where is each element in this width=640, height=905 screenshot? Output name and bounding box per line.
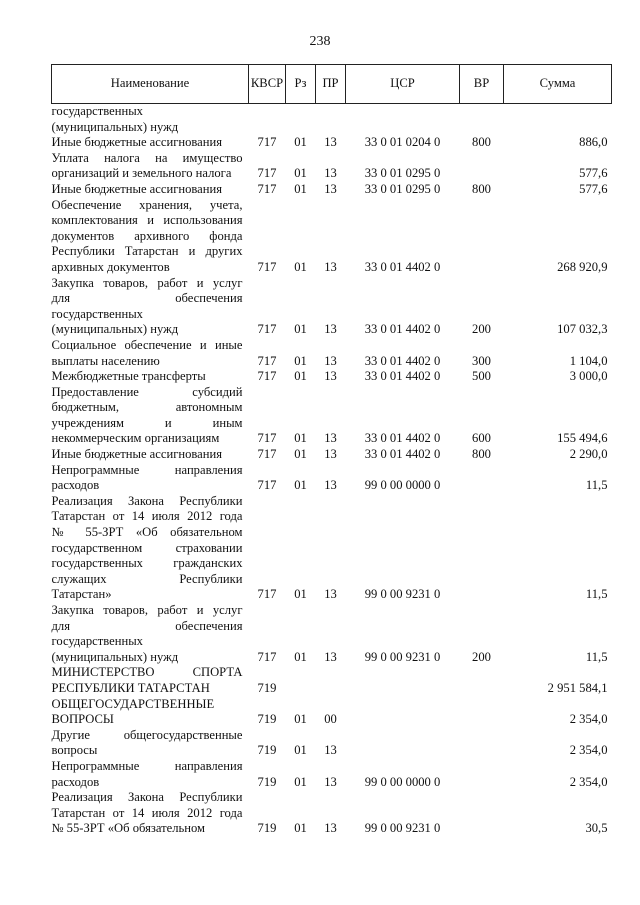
cell-name — [52, 135, 249, 151]
cell-name — [52, 182, 249, 198]
cell-name-line: Реализация Закона Республики — [51, 790, 243, 805]
table-row — [52, 338, 612, 369]
cell-vr — [460, 104, 504, 136]
cell-csr: 33 0 01 0204 0 — [364, 135, 441, 150]
cell-pr: 13 — [324, 353, 337, 368]
cell-kvsr: 717 — [257, 587, 277, 602]
cell-kvsr: 717 — [257, 353, 277, 368]
table-row — [52, 135, 612, 151]
cell-name-line: Закупка товаров, работ и услуг — [51, 275, 243, 290]
cell-csr: 33 0 01 4402 0 — [364, 322, 441, 337]
cell-vr: 800 — [472, 181, 491, 196]
table-header-row — [52, 65, 612, 104]
column-header-vr: ВР — [460, 65, 504, 104]
column-header-pr: ПР — [316, 65, 346, 104]
table-row — [52, 728, 612, 759]
cell-sum: 577,6 — [579, 181, 608, 196]
cell-sum: 11,5 — [585, 649, 608, 664]
cell-rz: 01 — [294, 369, 307, 384]
cell-name-line: государственных гражданских — [51, 556, 243, 571]
cell-name — [52, 276, 249, 338]
cell-rz: 01 — [294, 353, 307, 368]
cell-name — [52, 697, 249, 728]
cell-sum: 886,0 — [579, 135, 608, 150]
cell-name-line: некоммерческим организациям — [51, 431, 220, 446]
cell-pr: 13 — [324, 166, 337, 181]
cell-name-line: № 55-ЗРТ «Об обязательном — [51, 821, 206, 836]
cell-name-line: комплектования и использования — [51, 213, 243, 228]
cell-name-line: Обеспечение хранения, учета, — [51, 197, 243, 212]
cell-name-line: Иные бюджетные ассигнования — [51, 447, 223, 462]
cell-pr: 13 — [324, 821, 337, 836]
cell-kvsr: 717 — [257, 135, 277, 150]
cell-rz: 01 — [294, 587, 307, 602]
cell-sum: 1 104,0 — [569, 353, 608, 368]
table-row — [52, 104, 612, 136]
cell-pr: 13 — [324, 587, 337, 602]
cell-vr: 800 — [472, 447, 491, 462]
cell-name-line: государственных — [51, 104, 143, 118]
cell-name-line: Закупка товаров, работ и услуг — [51, 603, 243, 617]
cell-pr: 00 — [324, 712, 337, 727]
cell-name-line: Непрограммные направления — [51, 758, 243, 773]
cell-vr — [460, 728, 504, 759]
cell-name-line: Иные бюджетные ассигнования — [51, 181, 223, 196]
cell-name — [52, 447, 249, 463]
cell-vr — [460, 198, 504, 276]
cell-csr: 33 0 01 4402 0 — [364, 447, 441, 462]
cell-name-line: выплаты населению — [51, 353, 160, 368]
cell-kvsr: 717 — [257, 322, 277, 337]
table-row — [52, 182, 612, 198]
cell-name-line: (муниципальных) нужд — [51, 322, 179, 337]
cell-pr: 13 — [324, 743, 337, 758]
cell-rz: 01 — [294, 181, 307, 196]
cell-name — [52, 759, 249, 790]
cell-name-line: расходов — [51, 774, 100, 789]
cell-name — [52, 198, 249, 276]
cell-name-line: Непрограммные направления — [51, 462, 243, 477]
cell-rz: 01 — [294, 431, 307, 446]
cell-rz: 01 — [294, 259, 307, 274]
cell-sum: 2 354,0 — [569, 712, 608, 727]
cell-csr — [346, 697, 460, 728]
cell-name — [52, 728, 249, 759]
cell-rz: 01 — [294, 322, 307, 337]
cell-name-line: Уплата налога на имущество — [51, 150, 243, 165]
cell-name-line: Социальное обеспечение и иные — [51, 337, 243, 352]
cell-name-line: МИНИСТЕРСТВО СПОРТА — [51, 665, 243, 680]
cell-csr: 33 0 01 4402 0 — [364, 431, 441, 446]
cell-name — [52, 151, 249, 182]
cell-name — [52, 338, 249, 369]
cell-rz: 01 — [294, 712, 307, 727]
column-header-csr: ЦСР — [346, 65, 460, 104]
table-row — [52, 494, 612, 603]
cell-name-line: Татарстан от 14 июля 2012 года — [51, 805, 243, 820]
cell-pr: 13 — [324, 478, 337, 493]
cell-csr: 33 0 01 0295 0 — [364, 166, 441, 181]
cell-csr: 99 0 00 9231 0 — [364, 821, 441, 836]
cell-pr: 13 — [324, 774, 337, 789]
cell-kvsr: 719 — [257, 821, 277, 836]
cell-name — [52, 385, 249, 447]
cell-kvsr: 717 — [257, 431, 277, 446]
cell-pr: 13 — [324, 431, 337, 446]
cell-kvsr: 717 — [257, 649, 277, 664]
cell-vr — [460, 697, 504, 728]
table-row — [52, 759, 612, 790]
cell-vr: 800 — [472, 135, 491, 150]
cell-rz: 01 — [294, 478, 307, 493]
cell-name-line: Реализация Закона Республики — [51, 493, 243, 508]
cell-vr: 300 — [472, 353, 491, 368]
cell-name — [52, 603, 249, 665]
cell-sum: 107 032,3 — [557, 322, 608, 337]
cell-vr: 200 — [472, 322, 491, 337]
cell-name-line: архивных документов — [51, 259, 170, 274]
cell-name-line: РЕСПУБЛИКИ ТАТАРСТАН — [51, 680, 210, 695]
table-row — [52, 198, 612, 276]
cell-name — [52, 463, 249, 494]
budget-table — [51, 64, 612, 837]
cell-csr: 33 0 01 4402 0 — [364, 353, 441, 368]
cell-sum: 2 951 584,1 — [547, 680, 608, 695]
cell-pr: 13 — [324, 369, 337, 384]
cell-kvsr: 719 — [257, 680, 277, 695]
cell-pr: 13 — [324, 649, 337, 664]
cell-pr — [316, 665, 346, 696]
cell-kvsr: 717 — [257, 447, 277, 462]
cell-sum — [504, 104, 612, 136]
cell-pr: 13 — [324, 135, 337, 150]
cell-rz: 01 — [294, 447, 307, 462]
cell-pr: 13 — [324, 447, 337, 462]
cell-name-line: Татарстан от 14 июля 2012 года — [51, 509, 243, 524]
cell-name — [52, 790, 249, 837]
cell-name-line: расходов — [51, 478, 100, 493]
cell-name-line: Другие общегосударственные — [51, 727, 243, 742]
cell-rz: 01 — [294, 649, 307, 664]
cell-name-line: (муниципальных) нужд — [51, 119, 179, 134]
cell-pr: 13 — [324, 322, 337, 337]
column-header-rz: Рз — [286, 65, 316, 104]
cell-pr — [316, 104, 346, 136]
cell-csr: 99 0 00 9231 0 — [364, 587, 441, 602]
table-row — [52, 665, 612, 696]
column-header-kvsr: КВСР — [249, 65, 286, 104]
table-row — [52, 697, 612, 728]
cell-name-line: государственном страховании — [51, 540, 243, 555]
cell-rz — [286, 665, 316, 696]
cell-name-line: документов архивного фонда — [51, 228, 243, 243]
cell-csr — [346, 665, 460, 696]
cell-name-line: вопросы — [51, 743, 98, 758]
cell-sum: 268 920,9 — [557, 259, 608, 274]
cell-kvsr: 717 — [257, 259, 277, 274]
cell-vr — [460, 151, 504, 182]
cell-name-line: учреждениям и иным — [51, 415, 243, 430]
cell-sum: 11,5 — [585, 478, 608, 493]
cell-vr — [460, 665, 504, 696]
cell-rz: 01 — [294, 743, 307, 758]
cell-vr — [460, 790, 504, 837]
cell-name-line: Татарстан» — [51, 587, 112, 602]
cell-name-line: (муниципальных) нужд — [51, 649, 179, 664]
cell-csr: 33 0 01 0295 0 — [364, 181, 441, 196]
cell-name-line: для обеспечения — [51, 618, 243, 633]
cell-name — [52, 494, 249, 603]
table-row — [52, 276, 612, 338]
table-row — [52, 603, 612, 665]
cell-name-line: государственных — [51, 306, 143, 321]
cell-sum: 3 000,0 — [569, 369, 608, 384]
cell-kvsr — [249, 104, 286, 136]
cell-pr: 13 — [324, 259, 337, 274]
cell-kvsr: 717 — [257, 181, 277, 196]
cell-vr — [460, 759, 504, 790]
cell-sum: 30,5 — [585, 821, 608, 836]
cell-sum: 2 354,0 — [569, 743, 608, 758]
page-number: 238 — [309, 34, 331, 49]
cell-csr — [346, 728, 460, 759]
cell-rz: 01 — [294, 774, 307, 789]
cell-kvsr: 717 — [257, 369, 277, 384]
table-row — [52, 463, 612, 494]
cell-name — [52, 104, 249, 136]
cell-name-line: Иные бюджетные ассигнования — [51, 135, 223, 150]
cell-name-line: служащих Республики — [51, 571, 243, 586]
cell-vr: 600 — [472, 431, 491, 446]
cell-csr: 99 0 00 0000 0 — [364, 478, 441, 493]
cell-name-line: ВОПРОСЫ — [51, 712, 114, 727]
table-row — [52, 151, 612, 182]
cell-name-line: для обеспечения — [51, 291, 243, 306]
column-header-name: Наименование — [52, 65, 249, 104]
cell-name-line: организаций и земельного налога — [51, 166, 232, 181]
cell-csr: 99 0 00 0000 0 — [364, 774, 441, 789]
table-row — [52, 790, 612, 837]
cell-kvsr: 719 — [257, 712, 277, 727]
table-body — [52, 104, 612, 837]
cell-kvsr: 717 — [257, 166, 277, 181]
cell-csr: 33 0 01 4402 0 — [364, 369, 441, 384]
cell-csr — [346, 104, 460, 136]
cell-kvsr: 717 — [257, 478, 277, 493]
cell-vr — [460, 494, 504, 603]
cell-name-line: бюджетным, автономным — [51, 400, 243, 415]
cell-name-line: государственных — [51, 634, 143, 649]
cell-sum: 155 494,6 — [557, 431, 608, 446]
cell-name-line: Межбюджетные трансферты — [51, 369, 206, 384]
cell-csr: 99 0 00 9231 0 — [364, 649, 441, 664]
column-header-sum: Сумма — [504, 65, 612, 104]
cell-rz — [286, 104, 316, 136]
cell-name — [52, 665, 249, 696]
table-row — [52, 369, 612, 385]
cell-sum: 577,6 — [579, 166, 608, 181]
cell-vr: 200 — [472, 649, 491, 664]
cell-name — [52, 369, 249, 385]
cell-rz: 01 — [294, 135, 307, 150]
table-row — [52, 447, 612, 463]
cell-sum: 11,5 — [585, 587, 608, 602]
cell-kvsr: 719 — [257, 743, 277, 758]
cell-rz: 01 — [294, 166, 307, 181]
cell-kvsr: 719 — [257, 774, 277, 789]
cell-name-line: № 55-ЗРТ «Об обязательном — [51, 525, 243, 540]
table-row — [52, 385, 612, 447]
cell-vr — [460, 463, 504, 494]
cell-sum: 2 354,0 — [569, 774, 608, 789]
cell-rz: 01 — [294, 821, 307, 836]
cell-vr: 500 — [472, 369, 491, 384]
cell-name-line: ОБЩЕГОСУДАРСТВЕННЫЕ — [51, 696, 215, 711]
cell-name-line: Республики Татарстан и других — [51, 244, 243, 259]
cell-sum: 2 290,0 — [569, 447, 608, 462]
cell-pr: 13 — [324, 181, 337, 196]
cell-name-line: Предоставление субсидий — [51, 384, 243, 399]
cell-csr: 33 0 01 4402 0 — [364, 259, 441, 274]
